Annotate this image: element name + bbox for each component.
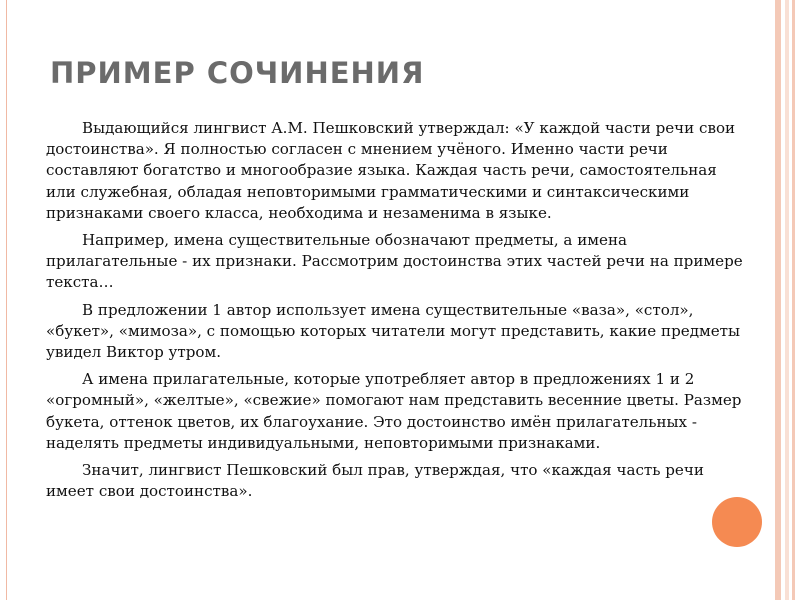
essay-paragraph: А имена прилагательные, которые употребляет автор в предложениях 1 и 2 «огромный», «желтые», «свежие» помогают нам представить весенние цветы. Размер букета, оттенок цветов, их благоухание. Это достоинство имён прилагательных - наделять предметы индивидуальными, неповторимыми признаками.: [46, 370, 742, 452]
essay-paragraph: В предложении 1 автор использует имена существительные «ваза», «стол», «букет», «мимоза», с помощью которых читатели могут представить, какие предметы увидел Виктор утром.: [46, 300, 741, 362]
decor-stripe: [775, 0, 781, 600]
slide-title: ПРИМЕР СОЧИНЕНИЯ: [50, 56, 425, 90]
essay-paragraph: Значит, лингвист Пешковский был прав, утверждая, что «каждая часть речи имеет свои достоинства».: [46, 461, 704, 501]
essay-paragraph: Выдающийся лингвист А.М. Пешковский утверждал: «У каждой части речи свои достоинства». Я полностью согласен с мнением учёного. Именно части речи составляют богатство и многообразие языка. Каждая часть речи, самостоятельная или служебная, обладая неповторимыми грамматическими и синтаксическими признаками своего класса, необходима и незаменима в языке.: [46, 119, 736, 222]
essay-paragraph: Например, имена существительные обозначают предметы, а имена прилагательные - их признаки. Рассмотрим достоинства этих частей речи на примере текста…: [46, 231, 743, 292]
decor-stripe: [785, 0, 789, 600]
decor-stripe: [792, 0, 795, 600]
decorative-circle: [712, 497, 762, 547]
essay-body: [46, 118, 746, 508]
